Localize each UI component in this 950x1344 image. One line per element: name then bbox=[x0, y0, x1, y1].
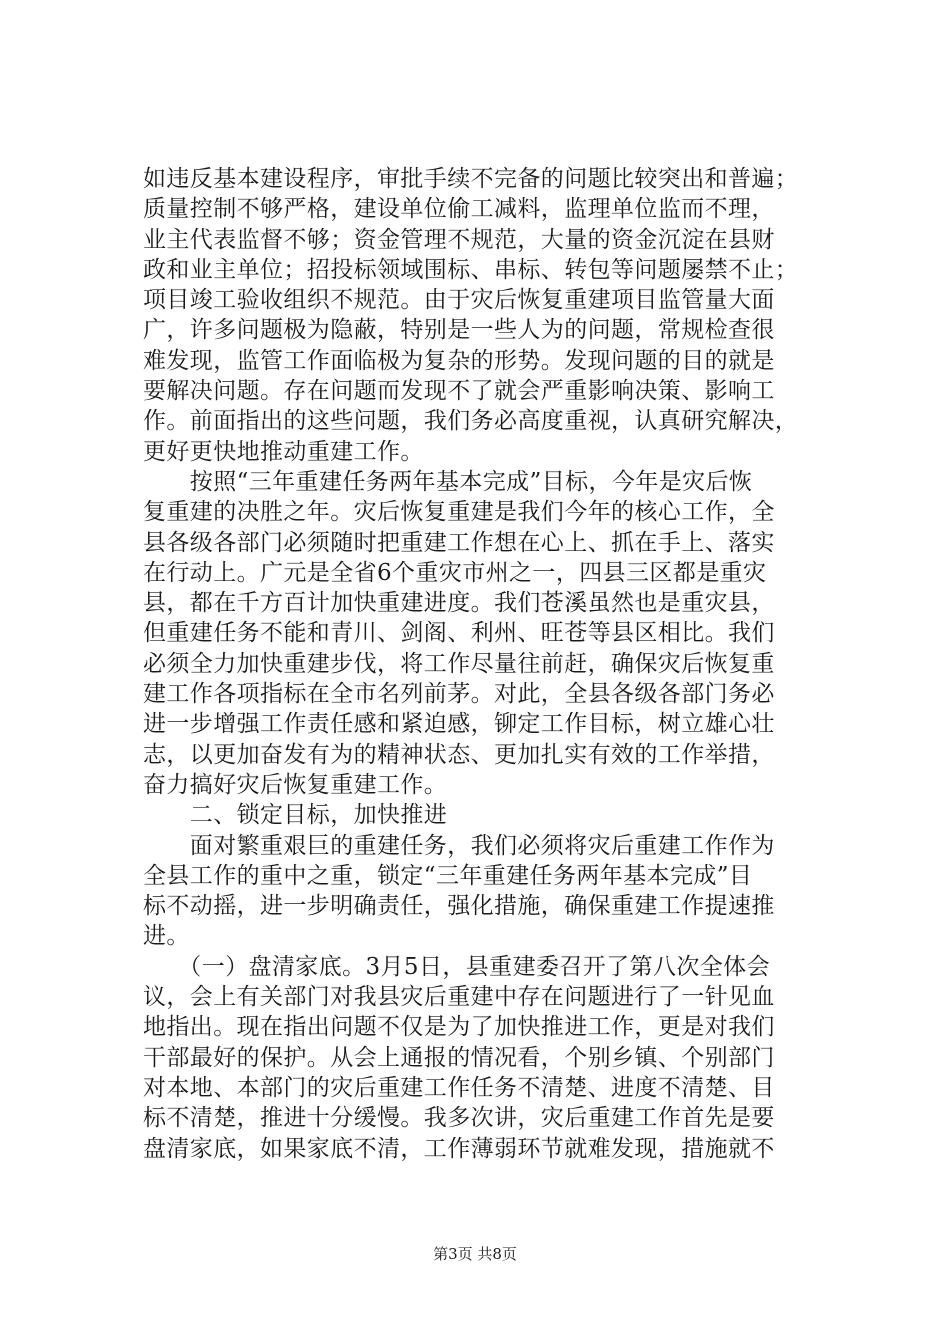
text-line: 必须全力加快重建步伐，将工作尽量往前赶，确保灾后恢复重 bbox=[143, 650, 775, 677]
text-line: 项目竣工验收组织不规范。由于灾后恢复重建项目监管量大面 bbox=[143, 287, 775, 314]
text-line: 建工作各项指标在全市名列前茅。对此，全县各级各部门务必 bbox=[143, 681, 775, 708]
text-line: 难发现，监管工作面临极为复杂的形势。发现问题的目的就是 bbox=[143, 347, 775, 374]
text-line: 奋力搞好灾后恢复重建工作。 bbox=[143, 771, 448, 798]
text-line: 标不动摇，进一步明确责任，强化措施，确保重建工作提速推 bbox=[143, 893, 775, 920]
text-line: 县各级各部门必须随时把重建工作想在心上、抓在手上、落实 bbox=[143, 529, 775, 556]
page-number: 第3页 共8页 bbox=[433, 1245, 517, 1263]
text-line: 广，许多问题极为隐蔽，特别是一些人为的问题，常规检查很 bbox=[143, 317, 775, 344]
text-line: 议，会上有关部门对我县灾后重建中存在问题进行了一针见血 bbox=[143, 984, 775, 1011]
text-line: 二、锁定目标，加快推进 bbox=[143, 802, 448, 829]
text-line: 志，以更加奋发有为的精神状态、更加扎实有效的工作举措， bbox=[143, 741, 775, 768]
text-line: 标不清楚，推进十分缓慢。我多次讲，灾后重建工作首先是要 bbox=[143, 1105, 775, 1132]
text-line: 在行动上。广元是全省6个重灾市州之一，四县三区都是重灾 bbox=[143, 559, 767, 586]
text-line: 县，都在千方百计加快重建进度。我们苍溪虽然也是重灾县， bbox=[143, 590, 775, 617]
text-line: 进。 bbox=[143, 923, 190, 950]
page-footer bbox=[0, 1243, 950, 1264]
text-line: 复重建的决胜之年。灾后恢复重建是我们今年的核心工作，全 bbox=[143, 499, 775, 526]
text-line: 要解决问题。存在问题而发现不了就会严重影响决策、影响工 bbox=[143, 378, 775, 405]
text-line: 更好更快地推动重建工作。 bbox=[143, 438, 424, 465]
text-line: 面对繁重艰巨的重建任务，我们必须将灾后重建工作作为 bbox=[143, 832, 775, 859]
text-line: （一）盘清家底。3月5日，县重建委召开了第八次全体会 bbox=[143, 953, 770, 980]
text-line: 盘清家底，如果家底不清，工作薄弱环节就难发现，措施就不 bbox=[143, 1135, 775, 1162]
text-line: 业主代表监督不够；资金管理不规范，大量的资金沉淀在县财 bbox=[143, 226, 775, 253]
text-line: 质量控制不够严格，建设单位偷工减料，监理单位监而不理， bbox=[143, 196, 775, 223]
text-line: 如违反基本建设程序，审批手续不完备的问题比较突出和普遍； bbox=[143, 166, 799, 192]
text-line: 进一步增强工作责任感和紧迫感，铆定工作目标，树立雄心壮 bbox=[143, 711, 775, 738]
text-line: 政和业主单位；招投标领域围标、串标、转包等问题屡禁不止； bbox=[143, 256, 799, 283]
text-line: 按照“三年重建任务两年基本完成”目标，今年是灾后恢 bbox=[143, 468, 753, 495]
text-line: 作。前面指出的这些问题，我们务必高度重视，认真研究解决， bbox=[143, 408, 799, 435]
text-line: 对本地、本部门的灾后重建工作任务不清楚、进度不清楚、目 bbox=[143, 1074, 775, 1101]
text-line: 但重建任务不能和青川、剑阁、利州、旺苍等县区相比。我们 bbox=[143, 620, 775, 647]
text-line: 干部最好的保护。从会上通报的情况看，个别乡镇、个别部门 bbox=[143, 1044, 775, 1071]
text-line: 地指出。现在指出问题不仅是为了加快推进工作，更是对我们 bbox=[143, 1014, 775, 1041]
text-line: 全县工作的重中之重，锁定“三年重建任务两年基本完成”目 bbox=[143, 862, 753, 889]
document-body bbox=[143, 164, 833, 1164]
